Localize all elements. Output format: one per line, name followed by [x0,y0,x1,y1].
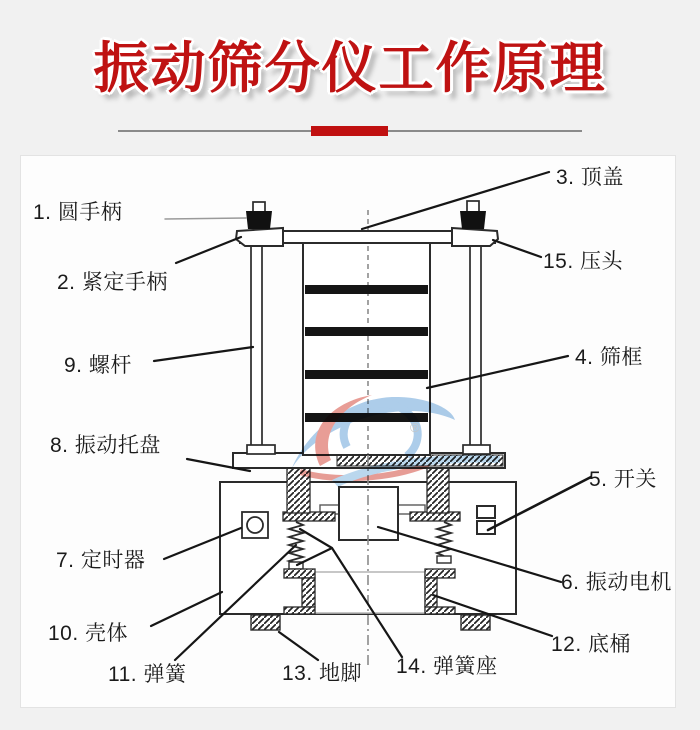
label-switch: 5. 开关 [589,468,657,491]
label-round-handle: 1. 圆手柄 [33,201,123,224]
label-spring-seat: 14. 弹簧座 [396,655,498,678]
page-title: 振动筛分仪工作原理 [93,37,607,99]
label-tightening-handle: 2. 紧定手柄 [57,271,168,294]
label-press-head: 15. 压头 [543,250,624,273]
label-timer: 7. 定时器 [56,549,146,572]
label-top-cover: 3. 顶盖 [556,166,624,189]
label-vibration-motor: 6. 振动电机 [561,571,672,594]
label-foot: 13. 地脚 [282,662,363,685]
registered-mark: ® [410,420,420,435]
label-sieve-frame: 4. 筛框 [575,346,643,369]
label-screw-rod: 9. 螺杆 [64,354,132,377]
label-vibration-tray: 8. 振动托盘 [50,434,161,457]
label-spring: 11. 弹簧 [108,663,187,686]
label-housing: 10. 壳体 [48,622,129,645]
label-bottom-barrel: 12. 底桶 [551,633,632,656]
